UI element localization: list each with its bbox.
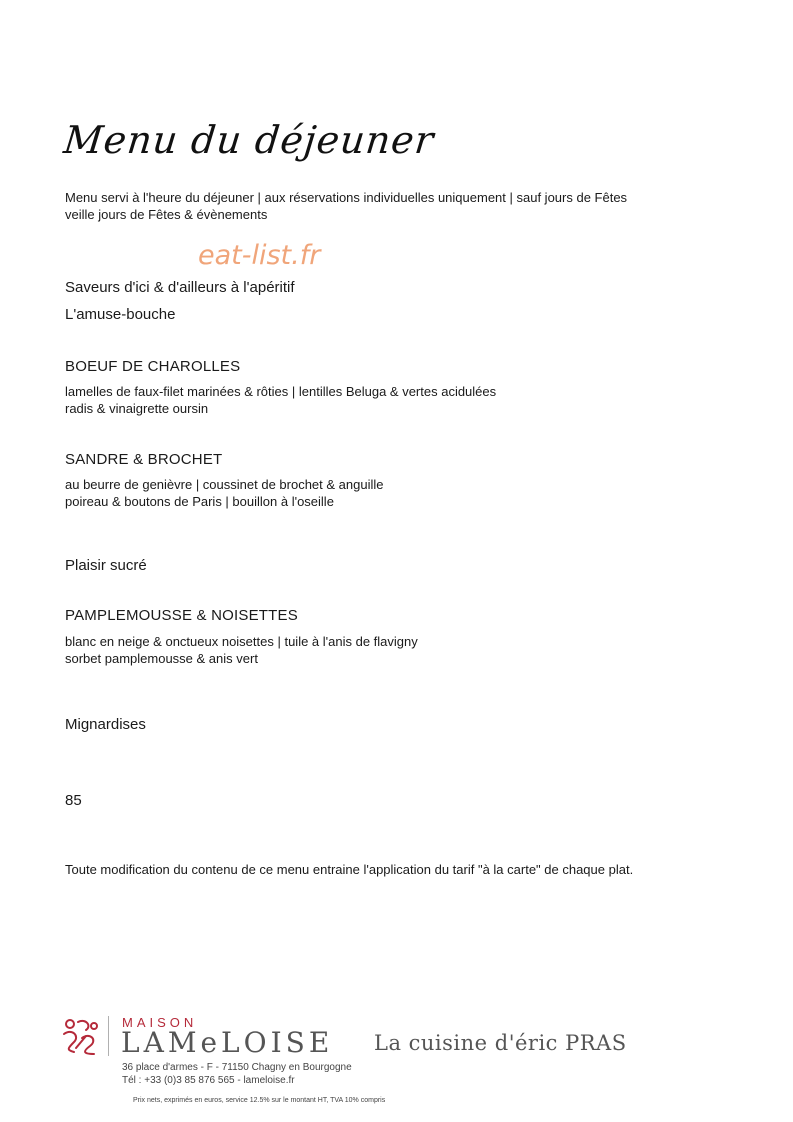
menu-intro — [65, 189, 627, 223]
brand-chef: La cuisine d'éric PRAS — [374, 1031, 627, 1055]
dish-description-line: sorbet pamplemousse & anis vert — [65, 651, 258, 666]
brand-maison: MAISON — [122, 1015, 198, 1030]
footer-legal: Prix nets, exprimés en euros, service 12.5% sur le montant HT, TVA 10% compris — [133, 1097, 386, 1104]
logo-divider — [108, 1016, 109, 1056]
dish-description-line: blanc en neige & onctueux noisettes | tuile à l'anis de flavigny — [65, 634, 418, 649]
dish-description-line: poireau & boutons de Paris | bouillon à l'oseille — [65, 494, 334, 509]
intro-line: veille jours de Fêtes & évènements — [65, 207, 268, 222]
dish-description — [65, 476, 383, 510]
brand-name: LAMeLOISE — [121, 1026, 334, 1059]
course-amuse-bouche: L'amuse-bouche — [65, 306, 176, 323]
dish-title: BOEUF DE CHAROLLES — [65, 358, 241, 375]
footer-contact: Tél : +33 (0)3 85 876 565 - lameloise.fr — [122, 1075, 295, 1086]
lameloise-logo-icon — [60, 1014, 104, 1058]
page-title: Menu du déjeuner — [61, 118, 437, 162]
dish-description-line: au beurre de genièvre | coussinet de brochet & anguille — [65, 477, 384, 492]
intro-line: Menu servi à l'heure du déjeuner | aux réservations individuelles uniquement | sauf jours de Fêtes — [65, 190, 628, 205]
course-mignardises: Mignardises — [65, 716, 146, 733]
modification-note: Toute modification du contenu de ce menu entraine l'application du tarif "à la carte" de chaque plat. — [65, 862, 634, 877]
footer-address: 36 place d'armes - F - 71150 Chagny en Bourgogne — [122, 1062, 352, 1073]
dish-description — [65, 633, 418, 667]
menu-price: 85 — [65, 792, 82, 809]
course-aperitif: Saveurs d'ici & d'ailleurs à l'apéritif — [65, 279, 295, 296]
dish-description-line: lamelles de faux-filet marinées & rôties | lentilles Beluga & vertes acidulées — [65, 384, 497, 399]
dish-description-line: radis & vinaigrette oursin — [65, 401, 209, 416]
watermark: eat-list.fr — [198, 240, 321, 271]
dish-title: PAMPLEMOUSSE & NOISETTES — [65, 607, 298, 624]
course-dessert-intro: Plaisir sucré — [65, 557, 147, 574]
dish-title: SANDRE & BROCHET — [65, 451, 223, 468]
dish-description — [65, 383, 496, 417]
